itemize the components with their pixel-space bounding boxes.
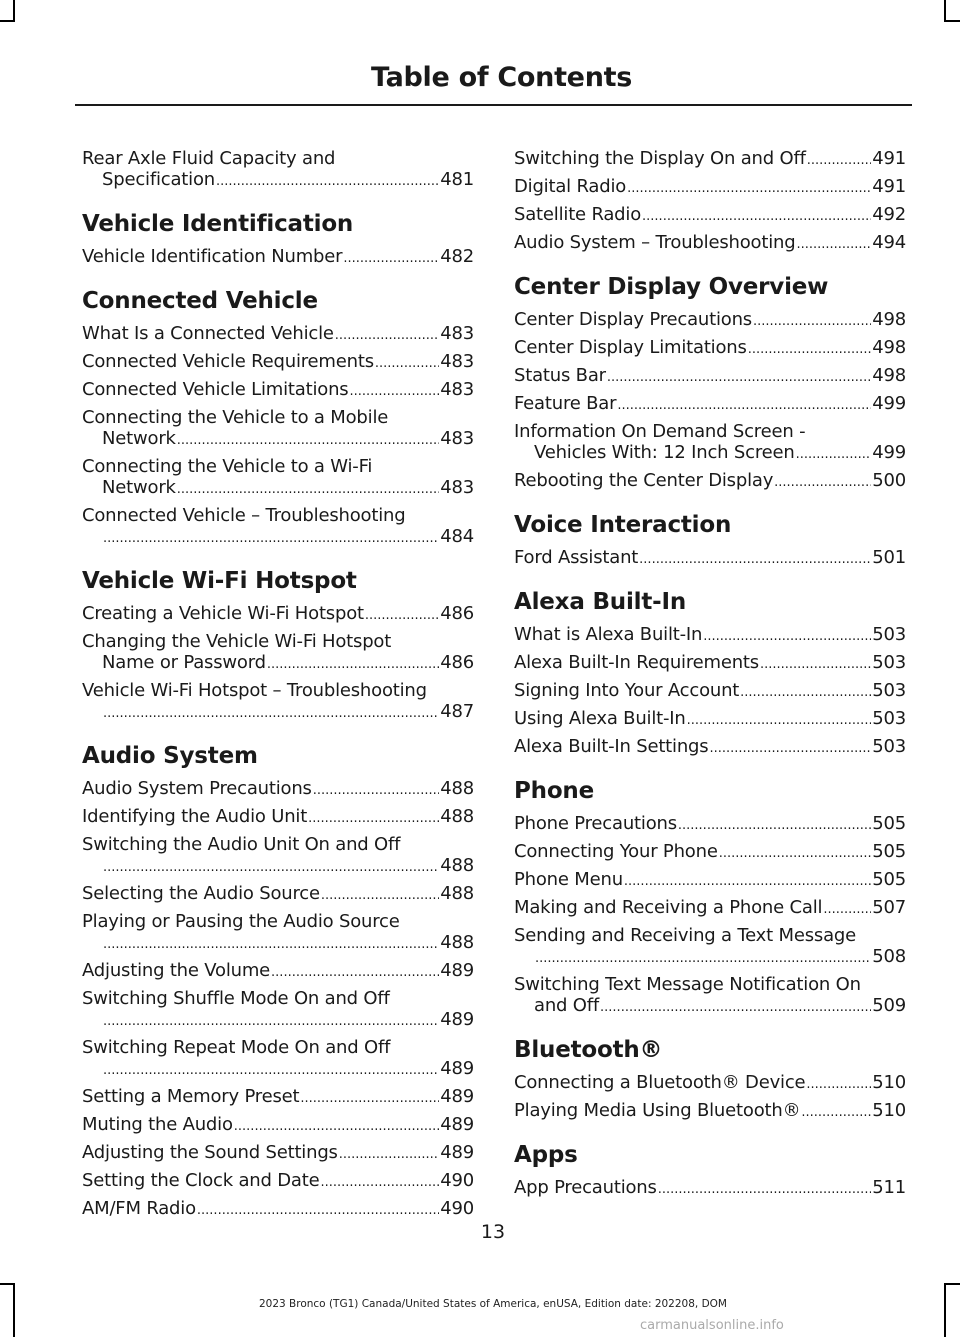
edition-footer: 2023 Bronco (TG1) Canada/United States of America, enUSA, Edition date: 202208, DOM (258, 1298, 727, 1310)
toc-entry-text: Vehicles With: 12 Inch Screen (534, 442, 795, 463)
page-title: Table of Contents (370, 62, 632, 93)
toc-entry[interactable] (514, 393, 906, 416)
toc-entry-text: Connecting the Vehicle to a Wi-Fi (82, 456, 373, 477)
toc-entry[interactable] (82, 246, 474, 269)
dot-leader (365, 605, 439, 626)
toc-page-number: 483 (440, 323, 474, 344)
crop-mark-bottom-right-horizontal (944, 1283, 960, 1285)
toc-entry-text: Changing the Vehicle Wi-Fi Hotspot (82, 631, 392, 652)
toc-entry[interactable] (514, 813, 906, 836)
dot-leader (103, 703, 439, 724)
header-divider (75, 104, 912, 106)
dot-leader (313, 780, 439, 801)
dot-leader (271, 962, 439, 983)
toc-entry[interactable] (82, 505, 474, 549)
dot-leader (267, 654, 439, 675)
toc-entry-text: Playing or Pausing the Audio Source (82, 911, 400, 932)
toc-entry[interactable] (514, 708, 906, 731)
toc-page-number: 483 (440, 477, 474, 498)
toc-entry[interactable] (514, 232, 906, 255)
dot-leader (703, 626, 871, 647)
toc-entry-text: Center Display Limitations (514, 337, 747, 358)
toc-entry[interactable] (514, 421, 906, 465)
toc-entry[interactable] (82, 778, 474, 801)
section-heading: Vehicle Identification (82, 211, 354, 237)
toc-entry-text: Network (102, 477, 176, 498)
toc-page-number: 486 (440, 603, 474, 624)
toc-page-number: 505 (872, 841, 906, 862)
dot-leader (300, 1088, 439, 1109)
toc-entry-text: Signing Into Your Account (514, 680, 740, 701)
toc-entry[interactable] (82, 631, 474, 675)
dot-leader (177, 430, 439, 451)
toc-page-number: 489 (440, 1058, 474, 1079)
toc-entry-text: Vehicle Wi-Fi Hotspot – Troubleshooting (82, 680, 427, 701)
dot-leader (335, 325, 439, 346)
dot-leader (774, 472, 871, 493)
toc-entry[interactable] (514, 337, 906, 360)
dot-leader (349, 381, 439, 402)
crop-mark-top-right-horizontal (944, 20, 960, 22)
dot-leader (719, 843, 872, 864)
toc-entry-text: Creating a Vehicle Wi-Fi Hotspot (82, 603, 364, 624)
toc-page-number: 488 (440, 806, 474, 827)
toc-page-number: 498 (872, 365, 906, 386)
toc-page-number: 487 (440, 701, 474, 722)
toc-page-number: 486 (440, 652, 474, 673)
toc-entry-text: Digital Radio (514, 176, 627, 197)
toc-entry[interactable] (82, 834, 474, 878)
toc-entry[interactable] (514, 148, 906, 171)
crop-mark-bottom-left-horizontal (0, 1283, 15, 1285)
toc-entry[interactable] (82, 456, 474, 500)
section-heading: Apps (514, 1142, 578, 1168)
toc-page-number: 499 (872, 393, 906, 414)
toc-entry[interactable] (514, 204, 906, 227)
toc-page-number: 498 (872, 309, 906, 330)
toc-entry[interactable] (82, 960, 474, 983)
toc-entry-text: Identifying the Audio Unit (82, 806, 308, 827)
toc-page-number: 503 (872, 652, 906, 673)
toc-entry[interactable] (82, 1142, 474, 1165)
dot-leader (103, 1011, 439, 1032)
dot-leader (806, 1074, 871, 1095)
toc-page-number: 489 (440, 1009, 474, 1030)
toc-entry[interactable] (514, 897, 906, 920)
dot-leader (658, 1179, 872, 1200)
dot-leader (600, 997, 871, 1018)
toc-entry-text: Switching the Audio Unit On and Off (82, 834, 401, 855)
dot-leader (103, 857, 439, 878)
toc-entry[interactable] (514, 974, 906, 1018)
toc-entry-text: Status Bar (514, 365, 606, 386)
toc-page-number: 489 (440, 1142, 474, 1163)
toc-page-number: 505 (872, 813, 906, 834)
toc-page-number: 488 (440, 855, 474, 876)
dot-leader (807, 150, 872, 171)
toc-entry[interactable] (82, 883, 474, 906)
toc-entry-text: Specification (102, 169, 215, 190)
toc-page-number: 499 (872, 442, 906, 463)
toc-page-number: 488 (440, 932, 474, 953)
toc-entry-text: Selecting the Audio Source (82, 883, 320, 904)
toc-entry-text: Adjusting the Volume (82, 960, 271, 981)
dot-leader (642, 206, 871, 227)
toc-entry-text: Phone Menu (514, 869, 623, 890)
crop-mark-bottom-right-vertical (944, 1283, 946, 1337)
dot-leader (535, 948, 871, 969)
toc-entry-text: Information On Demand Screen - (514, 421, 806, 442)
toc-entry[interactable] (82, 351, 474, 374)
dot-leader (639, 549, 871, 570)
toc-entry-text: Switching Text Message Notification On (514, 974, 861, 995)
dot-leader (320, 1172, 439, 1193)
dot-leader (197, 1200, 439, 1221)
dot-leader (375, 353, 439, 374)
toc-entry-text: Connected Vehicle Requirements (82, 351, 374, 372)
toc-entry-text: Vehicle Identification Number (82, 246, 343, 267)
dot-leader (627, 178, 871, 199)
toc-entry[interactable] (514, 869, 906, 892)
toc-page-number: 503 (872, 624, 906, 645)
toc-page-number: 490 (440, 1170, 474, 1191)
toc-entry[interactable] (82, 379, 474, 402)
section-heading: Vehicle Wi-Fi Hotspot (82, 568, 357, 594)
toc-entry[interactable] (82, 680, 474, 724)
toc-entry-text: Playing Media Using Bluetooth® (514, 1100, 801, 1121)
toc-page-number: 500 (872, 470, 906, 491)
toc-entry[interactable] (514, 652, 906, 675)
toc-entry-text: Name or Password (102, 652, 266, 673)
toc-entry-text: Setting a Memory Preset (82, 1086, 300, 1107)
toc-entry[interactable] (82, 1170, 474, 1193)
dot-leader (234, 1116, 439, 1137)
toc-column-left (82, 148, 474, 1226)
toc-entry-text: Rebooting the Center Display (514, 470, 774, 491)
toc-page-number: 509 (872, 995, 906, 1016)
toc-page-number: 492 (872, 204, 906, 225)
toc-entry[interactable] (514, 176, 906, 199)
section-heading: Audio System (82, 743, 258, 769)
toc-page-number: 494 (872, 232, 906, 253)
dot-leader (740, 682, 871, 703)
toc-entry[interactable] (514, 841, 906, 864)
toc-entry-text: Switching Repeat Mode On and Off (82, 1037, 391, 1058)
toc-entry[interactable] (82, 323, 474, 346)
toc-entry[interactable] (82, 911, 474, 955)
toc-entry-text: What Is a Connected Vehicle (82, 323, 334, 344)
toc-page-number: 489 (440, 1114, 474, 1135)
dot-leader (103, 934, 439, 955)
toc-entry[interactable] (82, 148, 474, 192)
toc-entry-text: Alexa Built-In Settings (514, 736, 709, 757)
dot-leader (103, 528, 439, 549)
dot-leader (617, 395, 871, 416)
toc-column-right (514, 148, 906, 1205)
dot-leader (760, 654, 871, 675)
toc-entry[interactable] (82, 1198, 474, 1221)
toc-entry[interactable] (514, 365, 906, 388)
toc-entry-text: Making and Receiving a Phone Call (514, 897, 823, 918)
toc-page-number: 510 (872, 1100, 906, 1121)
toc-entry-text: Connecting a Bluetooth® Device (514, 1072, 806, 1093)
toc-entry[interactable] (82, 806, 474, 829)
toc-entry[interactable] (514, 1100, 906, 1123)
toc-page-number: 491 (872, 148, 906, 169)
dot-leader (796, 444, 872, 465)
toc-entry-text: Center Display Precautions (514, 309, 752, 330)
toc-entry-text: Setting the Clock and Date (82, 1170, 320, 1191)
toc-entry-text: Sending and Receiving a Text Message (514, 925, 856, 946)
toc-entry[interactable] (82, 1086, 474, 1109)
dot-leader (624, 871, 871, 892)
toc-entry[interactable] (82, 603, 474, 626)
toc-page-number: 483 (440, 428, 474, 449)
toc-page-number: 482 (440, 246, 474, 267)
toc-page-number: 511 (872, 1177, 906, 1198)
toc-page-number: 488 (440, 778, 474, 799)
crop-mark-bottom-left-vertical (13, 1283, 15, 1337)
dot-leader (607, 367, 871, 388)
toc-entry-text: and Off (534, 995, 600, 1016)
dot-leader (343, 248, 439, 269)
toc-entry[interactable] (82, 1114, 474, 1137)
toc-page-number: 483 (440, 379, 474, 400)
dot-leader (308, 808, 439, 829)
toc-entry-text: Connecting the Vehicle to a Mobile (82, 407, 389, 428)
toc-entry[interactable] (82, 1037, 474, 1081)
section-heading: Voice Interaction (514, 512, 732, 538)
toc-page-number: 483 (440, 351, 474, 372)
section-heading: Phone (514, 778, 595, 804)
toc-entry-text: Audio System Precautions (82, 778, 312, 799)
toc-entry-text: Connected Vehicle Limitations (82, 379, 349, 400)
toc-entry-text: Switching the Display On and Off (514, 148, 806, 169)
toc-page-number: 505 (872, 869, 906, 890)
toc-entry-text: App Precautions (514, 1177, 657, 1198)
toc-page-number: 510 (872, 1072, 906, 1093)
toc-entry-text: Connected Vehicle – Troubleshooting (82, 505, 406, 526)
toc-entry-text: Rear Axle Fluid Capacity and (82, 148, 336, 169)
dot-leader (709, 738, 871, 759)
toc-entry[interactable] (82, 988, 474, 1032)
toc-page-number: 489 (440, 960, 474, 981)
dot-leader (823, 899, 871, 920)
dot-leader (103, 1060, 439, 1081)
section-heading: Connected Vehicle (82, 288, 318, 314)
toc-entry-text: Satellite Radio (514, 204, 642, 225)
toc-page-number: 481 (440, 169, 474, 190)
toc-entry[interactable] (514, 547, 906, 570)
section-heading: Alexa Built-In (514, 589, 686, 615)
toc-page-number: 507 (872, 897, 906, 918)
dot-leader (216, 171, 439, 192)
toc-entry[interactable] (514, 925, 906, 969)
toc-entry[interactable] (514, 1177, 906, 1200)
dot-leader (796, 234, 871, 255)
crop-mark-top-left-horizontal (0, 20, 15, 22)
section-heading: Center Display Overview (514, 274, 829, 300)
toc-entry-text: Phone Precautions (514, 813, 677, 834)
toc-page-number: 488 (440, 883, 474, 904)
dot-leader (753, 311, 871, 332)
toc-entry-text: Audio System – Troubleshooting (514, 232, 796, 253)
toc-page-number: 508 (872, 946, 906, 967)
toc-entry[interactable] (514, 680, 906, 703)
crop-mark-top-left-vertical (13, 0, 15, 22)
toc-entry-text: Network (102, 428, 176, 449)
page-number: 13 (480, 1221, 506, 1243)
toc-page-number: 503 (872, 708, 906, 729)
toc-entry-text: Alexa Built-In Requirements (514, 652, 759, 673)
dot-leader (678, 815, 871, 836)
toc-entry[interactable] (82, 407, 474, 451)
section-heading: Bluetooth® (514, 1037, 663, 1063)
toc-entry-text: Ford Assistant (514, 547, 639, 568)
toc-entry[interactable] (514, 736, 906, 759)
dot-leader (339, 1144, 440, 1165)
dot-leader (801, 1102, 871, 1123)
toc-page-number: 489 (440, 1086, 474, 1107)
toc-entry[interactable] (514, 624, 906, 647)
toc-entry-text: Feature Bar (514, 393, 617, 414)
toc-entry-text: Using Alexa Built-In (514, 708, 686, 729)
toc-entry-text: AM/FM Radio (82, 1198, 196, 1219)
toc-page-number: 503 (872, 680, 906, 701)
toc-page-number: 490 (440, 1198, 474, 1219)
dot-leader (748, 339, 872, 360)
toc-page-number: 498 (872, 337, 906, 358)
watermark: carmanualsonline.info (640, 1318, 784, 1333)
toc-page-number: 484 (440, 526, 474, 547)
toc-page-number: 491 (872, 176, 906, 197)
toc-entry[interactable] (514, 1072, 906, 1095)
toc-entry-text: Switching Shuffle Mode On and Off (82, 988, 390, 1009)
dot-leader (177, 479, 439, 500)
toc-page-number: 501 (872, 547, 906, 568)
toc-page-number: 503 (872, 736, 906, 757)
dot-leader (321, 885, 439, 906)
crop-mark-top-right-vertical (944, 0, 946, 22)
toc-entry-text: What is Alexa Built-In (514, 624, 703, 645)
toc-entry-text: Adjusting the Sound Settings (82, 1142, 338, 1163)
dot-leader (687, 710, 872, 731)
toc-entry[interactable] (514, 309, 906, 332)
toc-entry-text: Connecting Your Phone (514, 841, 718, 862)
toc-entry[interactable] (514, 470, 906, 493)
toc-entry-text: Muting the Audio (82, 1114, 233, 1135)
